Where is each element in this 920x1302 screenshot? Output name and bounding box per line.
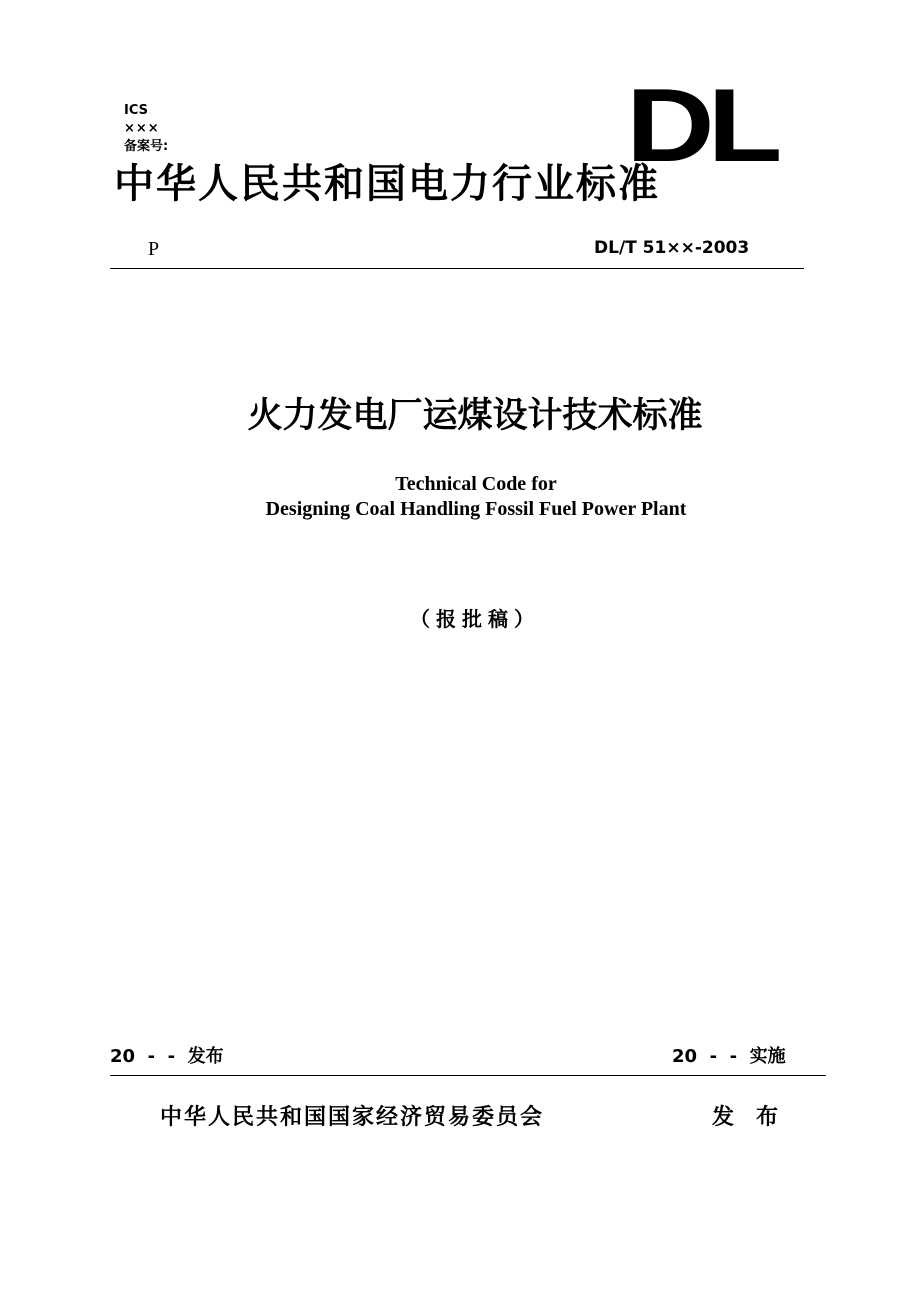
record-number-label: 备案号:	[124, 139, 169, 154]
header-divider	[110, 268, 804, 269]
ics-code: ×××	[124, 121, 160, 136]
document-title-en-line2: Designing Coal Handling Fossil Fuel Power Plant	[265, 498, 687, 520]
draft-status: （报批稿）	[410, 607, 540, 631]
publisher: 中华人民共和国国家经济贸易委员会	[160, 1105, 545, 1130]
dl-logo: DL	[626, 68, 776, 184]
implementation-date: 20 - - 实施	[672, 1046, 786, 1067]
ics-label: ICS	[124, 103, 148, 118]
document-title-cn: 火力发电厂运煤设计技术标准	[247, 396, 703, 436]
classification-code: P	[148, 238, 160, 260]
document-title-en-line1: Technical Code for	[395, 473, 557, 495]
footer-divider	[110, 1075, 826, 1076]
standard-number: DL/T 51××-2003	[594, 238, 750, 258]
issue-date: 20 - - 发布	[110, 1046, 224, 1067]
standard-title: 中华人民共和国电力行业标准	[114, 161, 660, 207]
publish-label: 发布	[712, 1105, 801, 1130]
